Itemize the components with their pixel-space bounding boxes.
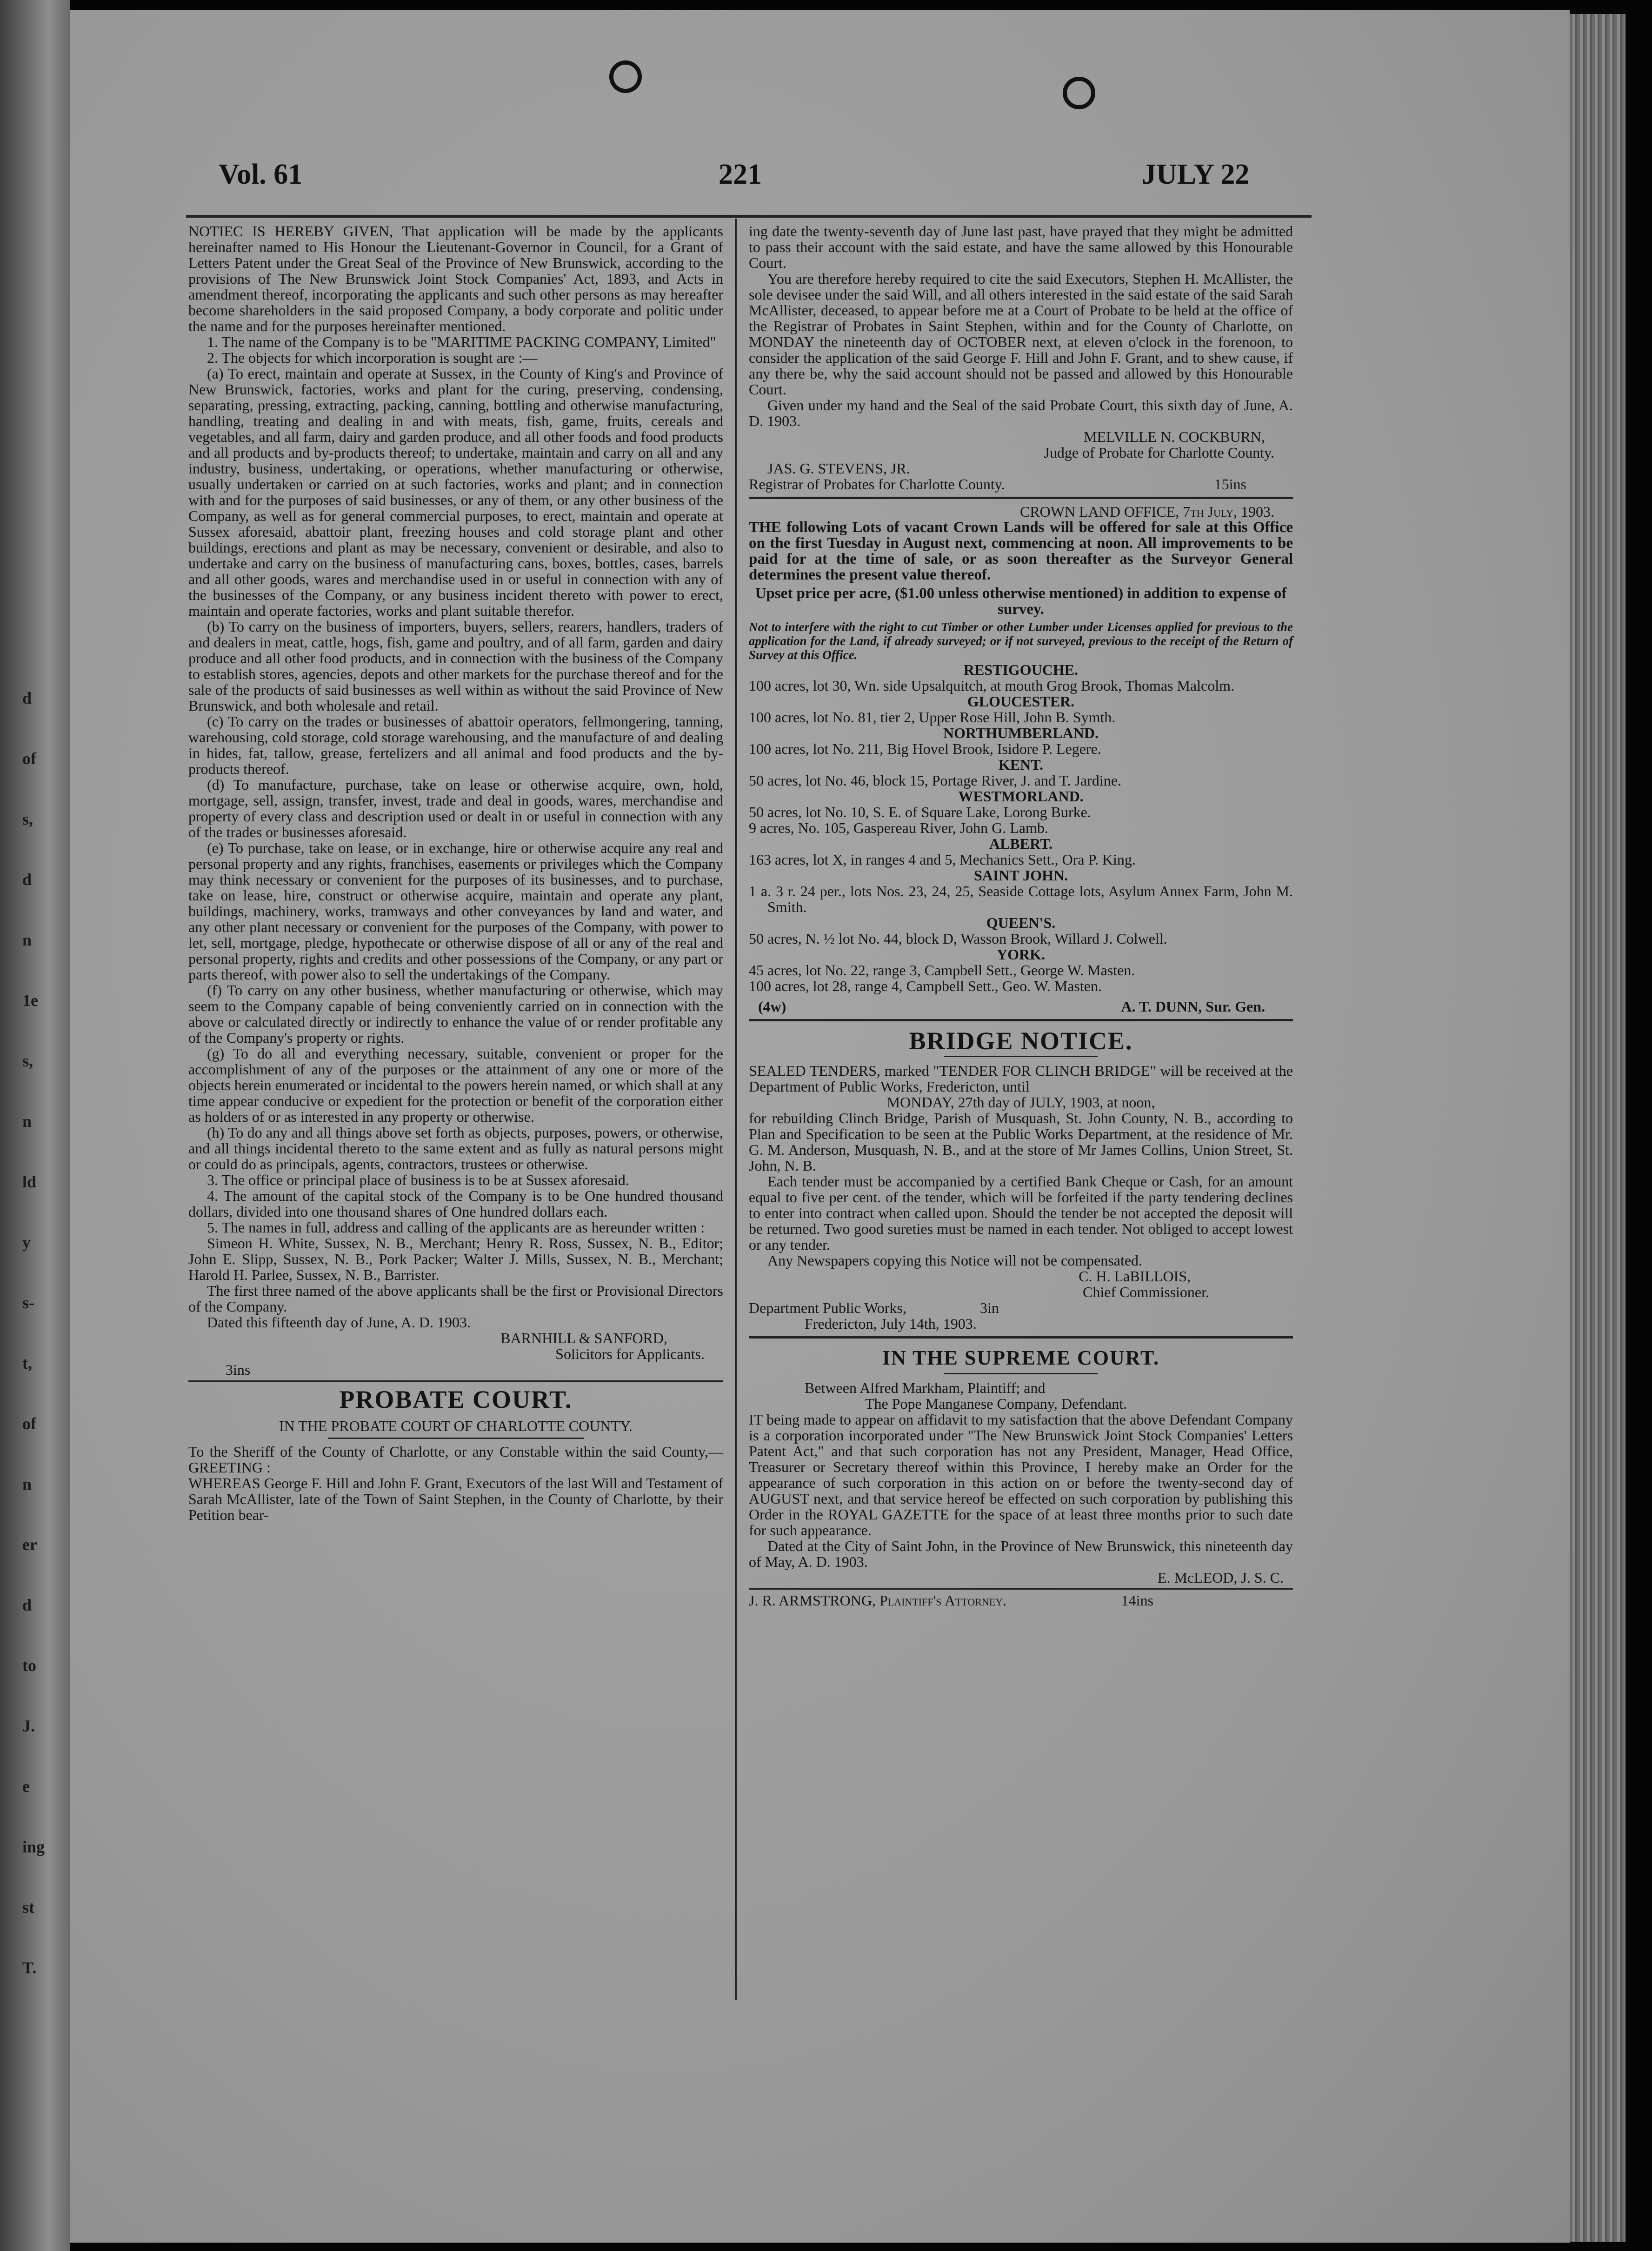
lot-entry: 45 acres, lot No. 22, range 3, Campbell Sett., George W. Masten. (749, 962, 1135, 979)
facing-page-fragment: ing (22, 1838, 45, 1856)
county-name: RESTIGOUCHE. (963, 661, 1079, 678)
court-ins: 14ins (1121, 1592, 1153, 1609)
maritime-signature-role: Solicitors for Applicants. (555, 1345, 705, 1362)
volume-label: Vol. 61 (219, 159, 303, 190)
county-name: NORTHUMBERLAND. (943, 725, 1099, 741)
section-rule (749, 497, 1293, 499)
county-name: ALBERT. (989, 835, 1053, 852)
crown-price: Upset price per acre, ($1.00 unless otherwise mentioned) in addition to expense of survey. (755, 585, 1287, 618)
crown-ins: (4w) (758, 998, 786, 1015)
facing-page-fragment: n (22, 1475, 32, 1493)
county-name: GLOUCESTER. (967, 693, 1075, 710)
maritime-paragraph: 1. The name of the Company is to be "MARITIME PACKING COMPANY, Limited" (207, 333, 716, 350)
facing-page-fragment: of (22, 749, 36, 768)
maritime-paragraph: (c) To carry on the trades or businesses of abattoir operators, fellmongering, tanning, warehousing, cold storage, cold storage warehousing, and the manufacture of and dealing in hides, fat, tallow, grease, fertelizers and all animal and food products and the by-products thereof. (188, 713, 723, 777)
bridge-title: BRIDGE NOTICE. (909, 1027, 1133, 1055)
maritime-packing-notice (188, 223, 723, 1330)
facing-page-fragment: n (22, 1112, 32, 1131)
court-body: IT being made to appear on affidavit to my satisfaction that the above Defendant Company is a corporation incorporated under "The New Brunswick Joint Stock Companies' Letters Patent Act," and that such corporation has not any President, Manager, Head Office, Treasurer or Secretary thereof within this Province, I hereby make an Order for the appearance of such corporation in this action on or before the twenty-second day of AUGUST next, and that service hereof be effected on such corporation by publishing this Order in the ROYAL GAZETTE for the space of at least three months prior to such date for such appearance. (749, 1411, 1293, 1538)
county-name: KENT. (998, 756, 1044, 773)
facing-page-fragment: d (22, 689, 32, 707)
lot-entry: 1 a. 3 r. 24 per., lots Nos. 23, 24, 25, Seaside Cottage lots, Asylum Annex Farm, John M. Smith. (749, 883, 1293, 915)
maritime-signature: BARNHILL & SANFORD, (500, 1330, 667, 1346)
short-rule (944, 1373, 1098, 1374)
short-rule (328, 1438, 584, 1439)
crown-signature: A. T. DUNN, Sur. Gen. (1121, 998, 1265, 1015)
short-rule (944, 1056, 1098, 1057)
probate-subtitle: IN THE PROBATE COURT OF CHARLOTTE COUNTY. (279, 1418, 633, 1434)
probate-address: To the Sheriff of the County of Charlotte, or any Constable within the said County,—GREETING : (188, 1443, 723, 1476)
right-column (749, 223, 1293, 1608)
county-name: YORK. (997, 946, 1045, 963)
bridge-p1: SEALED TENDERS, marked "TENDER FOR CLINCH BRIDGE" will be received at the Department of Public Works, Fredericton, until (749, 1062, 1293, 1095)
maritime-paragraph: Dated this fifteenth day of June, A. D. 1903. (207, 1314, 471, 1331)
bridge-dept-line (749, 1300, 1293, 1316)
probate-registrar-title: Registrar of Probates for Charlotte County. (749, 476, 1005, 493)
maritime-paragraph: 5. The names in full, address and calling of the applicants are as hereunder written : (207, 1219, 705, 1236)
maritime-paragraph: 2. The objects for which incorporation is sought are :— (207, 349, 538, 366)
probate-paragraph: You are therefore hereby required to cite the said Executors, Stephen H. McAllister, the sole devisee under the said Will, and all others interested in the said estate of the said Sarah McAllister, deceased, to appear before me at a Court of Probate to be held at the office of the Registrar of Probates in Saint Stephen, within and for the County of Charlotte, on MONDAY the nineteenth day of OCTOBER next, at eleven o'clock in the forenoon, to consider the application of the said George F. Hill and John F. Grant, and to shew cause, if any there be, why the said account should not be passed and allowed by this Honourable Court. (749, 270, 1293, 398)
issue-date: JULY 22 (1142, 159, 1250, 190)
facing-page-fragment: to (22, 1656, 36, 1675)
maritime-paragraph: (h) To do any and all things above set forth as objects, purposes, powers, or otherwise, and all things incidental thereto to the same extent and as fully as natural persons might or could do as principals, agents, contractors, trustees or otherwise. (188, 1124, 723, 1172)
county-list (749, 662, 1293, 994)
facing-page-fragment: er (22, 1535, 37, 1554)
maritime-paragraph: NOTIEC IS HEREBY GIVEN, That application will be made by the applicants hereinafter named to His Honour the Lieutenant-Governor in Council, for a Grant of Letters Patent under the Great Seal of the Province of New Brunswick, according to the provisions of The New Brunswick Joint Stock Companies' Act, 1893, and Acts in amendment thereof, incorporating the applicants and such other persons as may hereafter become shareholders in the said proposed Company, a body corporate and politic under the name and for the purposes hereinafter mentioned. (188, 223, 723, 334)
court-judge: E. McLEOD, J. S. C. (1157, 1569, 1284, 1586)
section-rule (749, 1336, 1293, 1339)
maritime-paragraph: 3. The office or principal place of business is to be at Sussex aforesaid. (207, 1172, 629, 1188)
lot-entry: 100 acres, lot 28, range 4, Campbell Sett., Geo. W. Masten. (749, 978, 1102, 994)
column-divider (735, 219, 737, 2000)
facing-page-fragment: of (22, 1414, 36, 1433)
lot-entry: 100 acres, lot 30, Wn. side Upsalquitch, at mouth Grog Brook, Thomas Malcolm. (749, 677, 1234, 694)
maritime-paragraph: (e) To purchase, take on lease, or in exchange, hire or otherwise acquire any real and personal property and any rights, franchises, easements or privileges which the Company may think necessary or convenient for the purposes of its businesses, and to purchase, take on lease, hire, construct or otherwise acquire, maintain and operate any plant, buildings, machinery, works, tramways and other conveyances by land and water, and any other plant necessary or convenient for the purposes of the Company, with power to let, sell, mortgage, pledge, hypothecate or otherwise dispose of all or any of the real and personal property, rights and credits and other possessions of the Company, or any part or parts thereof, with power also to sell the undertakings of the Company. (188, 839, 723, 983)
crown-header: CROWN LAND OFFICE, 7th July, 1903. (1019, 503, 1274, 520)
facing-page-fragment: st (22, 1898, 34, 1917)
probate-paragraph: ing date the twenty-seventh day of June last past, have prayed that they might be admitted to pass their account with the said estate, and have the same allowed by this Honourable Court. (749, 223, 1293, 271)
maritime-ins: 3ins (226, 1361, 251, 1378)
county-name: SAINT JOHN. (973, 867, 1068, 884)
section-rule (188, 1380, 723, 1382)
page-number: 221 (719, 159, 762, 190)
probate-judge-name: MELVILLE N. COCKBURN, (1084, 428, 1265, 445)
lot-entry: 50 acres, lot No. 10, S. E. of Square Lake, Lorong Burke. (749, 804, 1091, 820)
maritime-paragraph: Simeon H. White, Sussex, N. B., Merchant; Henry R. Ross, Sussex, N. B., Editor; John E. Slipp, Sussex, N. B., Pork Packer; Walter J. Mills, Sussex, N. B., Merchant; Harold H. Parlee, Sussex, N. B., Barrister. (188, 1235, 723, 1283)
header-rule (186, 215, 1312, 218)
lot-entry: 9 acres, No. 105, Gaspereau River, John G. Lamb. (749, 819, 1048, 836)
court-parties-1: Between Alfred Markham, Plaintiff; and (805, 1379, 1046, 1396)
section-rule (749, 1588, 1293, 1590)
facing-page-fragment: s, (22, 810, 33, 828)
facing-page-fragment: e (22, 1777, 30, 1796)
bridge-date: MONDAY, 27th day of JULY, 1903, at noon, (886, 1094, 1155, 1111)
court-parties-2: The Pope Manganese Company, Defendant. (865, 1395, 1127, 1412)
bridge-p2: for rebuilding Clinch Bridge, Parish of Musquash, St. John County, N. B., according to Plan and Specification to be seen at the Public Works Department, at the residence of Mr. G. M. Anderson, Musquash, N. B., and at the store of Mr James Collins, Union Street, St. John, N. B. (749, 1110, 1293, 1174)
maritime-paragraph: (d) To manufacture, purchase, take on lease or otherwise acquire, own, hold, mortgage, sell, assign, transfer, invest, trade and deal in goods, wares, merchandise and property of every class and description used or dealt in or useful in connection with any of the trades or businesses aforesaid. (188, 776, 723, 840)
maritime-paragraph: (g) To do all and everything necessary, suitable, convenient or proper for the accomplishment of any of the purposes or the attainment of any one or more of the objects herein enumerated or incidental to the powers herein named, or which shall at any time appear conducive or expedient for the protection or benefit of the corporation either as holders of or as interested in any property or otherwise. (188, 1045, 723, 1125)
court-dated: Dated at the City of Saint John, in the Province of New Brunswick, this nineteenth day of May, A. D. 1903. (749, 1538, 1293, 1570)
lot-entry: 50 acres, lot No. 46, block 15, Portage River, J. and T. Jardine. (749, 772, 1121, 789)
facing-page-fragment: n (22, 931, 32, 949)
binding-hole-icon (609, 60, 642, 93)
facing-page-fragment: d (22, 1596, 32, 1614)
binding-hole-icon (1063, 77, 1095, 109)
facing-page-fragment: 1e (22, 991, 38, 1010)
probate-ins: 15ins (1214, 476, 1246, 493)
maritime-paragraph: The first three named of the above applicants shall be the first or Provisional Directors of the Company. (188, 1282, 723, 1315)
section-rule (749, 1019, 1293, 1021)
facing-page-fragment: y (22, 1233, 31, 1252)
left-column (188, 223, 723, 1523)
bridge-place: Fredericton, July 14th, 1903. (805, 1315, 977, 1332)
lot-entry: 50 acres, N. ½ lot No. 44, block D, Wasson Brook, Willard J. Colwell. (749, 930, 1167, 947)
page-stack-edge (1570, 14, 1625, 2242)
court-footer (749, 1592, 1293, 1608)
facing-page-fragment: d (22, 870, 32, 889)
court-attorney: J. R. ARMSTRONG, Plaintiff's Attorney. (749, 1592, 1007, 1609)
bridge-ins: 3in (980, 1299, 999, 1316)
county-name: QUEEN'S. (986, 914, 1056, 931)
probate-registrar-line (749, 476, 1293, 492)
bridge-sig-title: Chief Commissioner. (1083, 1284, 1209, 1300)
probate-body: WHEREAS George F. Hill and John F. Grant, Executors of the last Will and Testament of Sarah McAllister, late of the Town of Saint Stephen, in the County of Charlotte, by their Petition bear- (188, 1475, 723, 1523)
probate-paragraph: Given under my hand and the Seal of the said Probate Court, this sixth day of June, A. D. 1903. (749, 397, 1293, 429)
maritime-paragraph: (a) To erect, maintain and operate at Sussex, in the County of King's and Province of New Brunswick, factories, works and plant for the curing, preserving, condensing, separating, pressing, extracting, packing, canning, bottling and otherwise manufacturing, handling, treating and dealing in and with meats, fish, game, fruits, cereals and vegetables, and all farm, dairy and garden produce, and all other foods and food products and all products and by-products thereof; to undertake, maintain and carry on all and any industry, business, undertaking, or operations, whether manufacturing or otherwise, usually undertaken or carried on at such factories, works and plant; and in connection with and for the purposes of said businesses, or any of them, or any other business of the Company, as well as for general commercial purposes, to erect, maintain and operate at Sussex aforesaid, abattoir plant, freezing houses and cold storage plant and other buildings, erections and plant as may be necessary, convenient or desirable, and also to undertake and carry on the business of manufacturing cans, boxes, bottles, cases, barrels and all other goods, wares and merchandise used in or useful in connection with any of the businesses of the Company, or any business incident thereto with power to erect, maintain and operate factories, works and plant suitable therefor. (188, 365, 723, 619)
bridge-p3: Each tender must be accompanied by a certified Bank Cheque or Cash, for an amount equal to five per cent. of the tender, which will be forfeited if the party tendering declines to enter into contract when called upon. Should the tender be not accepted the deposit will be returned. Two good sureties must be named in each tender. Not obliged to accept lowest or any tender. (749, 1173, 1293, 1253)
facing-page-fragment: ld (22, 1172, 37, 1191)
lot-entry: 100 acres, lot No. 81, tier 2, Upper Rose Hill, John B. Symth. (749, 709, 1116, 726)
maritime-paragraph: (b) To carry on the business of importers, buyers, sellers, rearers, handlers, traders of and dealers in meat, cattle, hogs, fish, game and poultry, and of all farm, garden and dairy produce and all other food products, and in connection with the business of the Company to establish stores, agencies, depots and other markets for the purchase thereof and for the sale of the products of said businesses as well within as without the said Province of New Brunswick, and both wholesale and retail. (188, 618, 723, 714)
facing-page-fragment: s- (22, 1293, 34, 1312)
probate-registrar-name: JAS. G. STEVENS, JR. (767, 460, 910, 477)
facing-page-fragment: t, (22, 1354, 32, 1372)
maritime-paragraph: (f) To carry on any other business, whether manufacturing or otherwise, which may seem to the Company capable of being conveniently carried on in connection with the above or calculated directly or indirectly to enhance the value of or render profitable any of the Company's property or rights. (188, 982, 723, 1046)
probate-judge-title: Judge of Probate for Charlotte County. (1044, 444, 1274, 461)
facing-page-fragment: J. (22, 1717, 35, 1735)
crown-footer (749, 999, 1293, 1014)
lot-entry: 100 acres, lot No. 211, Big Hovel Brook, Isidore P. Legere. (749, 740, 1101, 757)
facing-page-edge (0, 0, 70, 2251)
crown-body: THE following Lots of vacant Crown Lands will be offered for sale at this Office on the first Tuesday in August next, commencing at noon. All improvements to be paid for at the time of sale, or as soon thereafter as the Surveyor General determines the present value thereof. (749, 519, 1293, 583)
county-name: WESTMORLAND. (958, 788, 1084, 805)
facing-page-fragment: s, (22, 1052, 33, 1070)
probate-title: PROBATE COURT. (339, 1385, 573, 1413)
crown-note: Not to interfere with the right to cut Timber or other Lumber under Licenses applied for previous to the application for the Land, if already surveyed; or if not surveyed, previous to the receipt of the Return of Survey at this Office. (749, 620, 1293, 662)
maritime-paragraph: 4. The amount of the capital stock of the Company is to be One hundred thousand dollars, divided into one thousand shares of One hundred dollars each. (188, 1187, 723, 1220)
probate-continued (749, 223, 1293, 429)
bridge-dept: Department Public Works, (749, 1299, 906, 1316)
lot-entry: 163 acres, lot X, in ranges 4 and 5, Mechanics Sett., Ora P. King. (749, 851, 1136, 868)
bridge-sig-name: C. H. LaBILLOIS, (1079, 1268, 1191, 1285)
court-title: IN THE SUPREME COURT. (882, 1346, 1160, 1369)
bridge-p4: Any Newspapers copying this Notice will not be compensated. (767, 1252, 1143, 1269)
facing-page-fragment: T. (22, 1958, 37, 1977)
